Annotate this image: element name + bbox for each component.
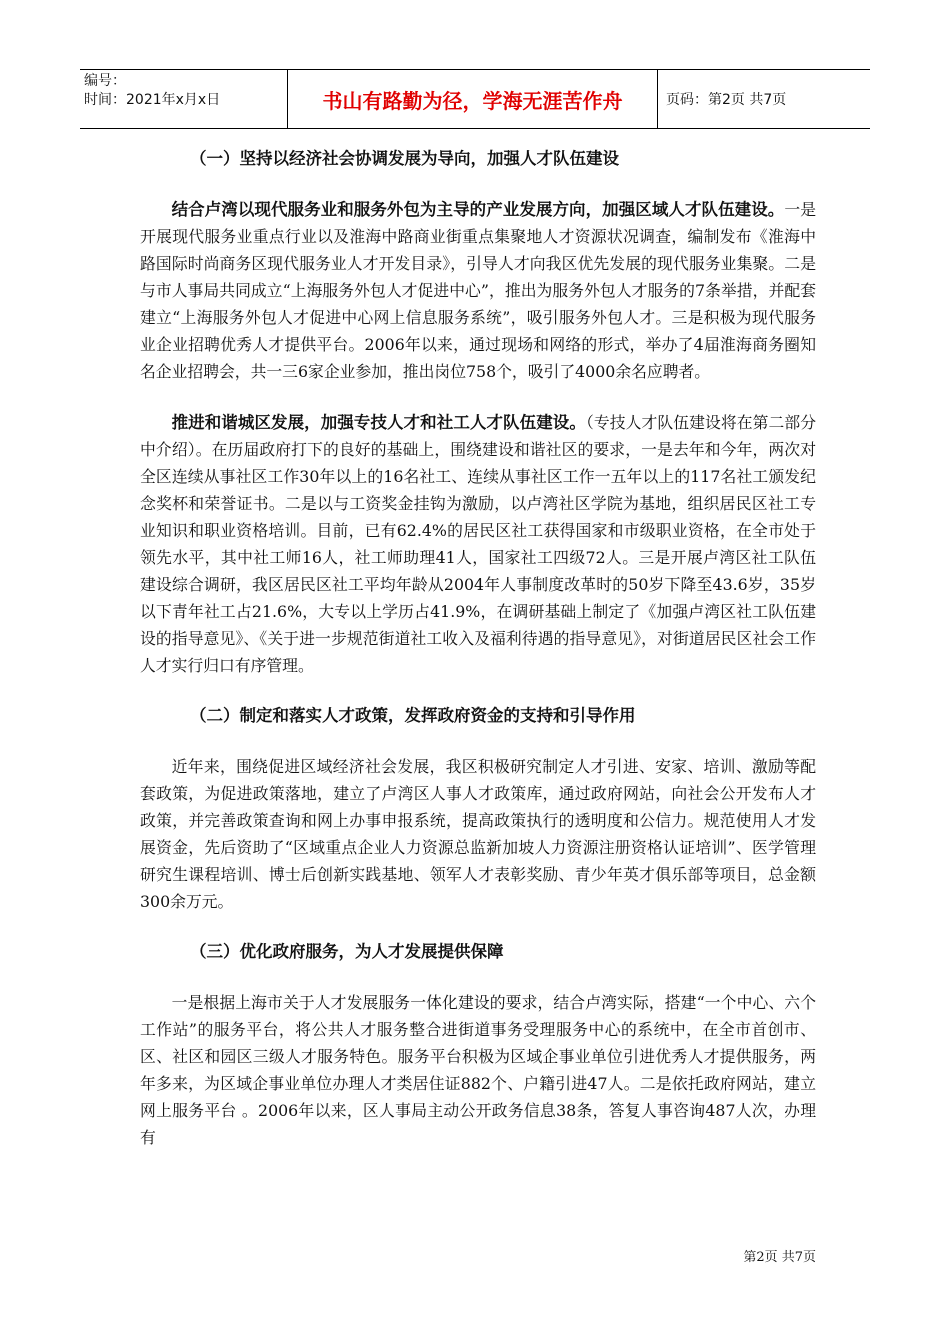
section-1-paragraph-1 (140, 196, 816, 385)
number-label: 编号： (84, 73, 126, 89)
header-page-label: 页码：第2页 共7页 (666, 92, 787, 108)
section-1-paragraph-1-lead: 结合卢湾以现代服务业和服务外包为主导的产业发展方向，加强区域人才队伍建设。 (171, 200, 785, 219)
section-1-title: （一）坚持以经济社会协调发展为导向，加强人才队伍建设 (190, 149, 619, 168)
section-1-paragraph-1-body: 一是开展现代服务业重点行业以及淮海中路商业街重点集聚地人才资源状况调查，编制发布《淮海中路国际时尚商务区现代服务业人才开发目录》，引导人才向我区优先发展的现代服务业集聚。二是与市人事局共同成立“上海服务外包人才促进中心”，推出为服务外包人才服务的7条举措，并配套建立“上海服务外包人才促进中心网上信息服务系统”，吸引服务外包人才。三是积极为现代服务业企业招聘优秀人才提供平台。2006年以来，通过现场和网络的形式，举办了4届淮海商务圈知名企业招聘会，共一三6家企业参加，推出岗位758个，吸引了4000余名应聘者。 (140, 200, 816, 381)
document-body (140, 146, 816, 1151)
section-1-paragraph-2-body: （专技人才队伍建设将在第二部分中介绍）。在历届政府打下的良好的基础上，围绕建设和谐社区的要求，一是去年和今年，两次对全区连续从事社区工作30年以上的16名社工、连续从事社区工作一五年以上的117名社工颁发纪念奖杯和荣誉证书。二是以与工资奖金挂钩为激励，以卢湾社区学院为基地，组织居民区社工专业知识和职业资格培训。目前，已有62.4%的居民区社工获得国家和市级职业资格，在全市处于领先水平，其中社工师16人，社工师助理41人，国家社工四级72人。三是开展卢湾区社工队伍建设综合调研，我区居民区社工平均年龄从2004年人事制度改革时的50岁下降至43.6岁，35岁以下青年社工占21.6%，大专以上学历占41.9%，在调研基础上制定了《加强卢湾区社工队伍建设的指导意见》、《关于进一步规范街道社工收入及福利待遇的指导意见》，对街道居民区社会工作人才实行归口有序管理。 (140, 413, 816, 675)
footer-page-number: 第2页 共7页 (743, 1250, 816, 1265)
header-meta (80, 70, 288, 128)
section-1-paragraph-2 (140, 409, 816, 679)
header-table (80, 69, 870, 129)
section-2-title: （二）制定和落实人才政策，发挥政府资金的支持和引导作用 (190, 706, 636, 725)
section-1-paragraph-2-lead: 推进和谐城区发展，加强专技人才和社工人才队伍建设。 (171, 413, 586, 432)
time-label: 时间：2021年x月x日 (84, 92, 221, 108)
section-2-paragraph-1: 近年来，围绕促进区域经济社会发展，我区积极研究制定人才引进、安家、培训、激励等配套政策，为促进政策落地，建立了卢湾区人事人才政策库，通过政府网站，向社会公开发布人才政策，并完善政策查询和网上办事申报系统，提高政策执行的透明度和公信力。规范使用人才发展资金，先后资助了“区域重点企业人力资源总监新加坡人力资源注册资格认证培训”、医学管理研究生课程培训、博士后创新实践基地、领军人才表彰奖励、青少年英才俱乐部等项目，总金额300余万元。 (140, 757, 816, 911)
section-3-paragraph-1: 一是根据上海市关于人才发展服务一体化建设的要求，结合卢湾实际，搭建“一个中心、六个工作站”的服务平台，将公共人才服务整合进街道事务受理服务中心的系统中，在全市首创市、区、社区和园区三级人才服务特色。服务平台积极为区域企事业单位引进优秀人才提供服务，两年多来，为区域企事业单位办理人才类居住证882个、户籍引进47人。二是依托政府网站，建立网上服务平台 。2006年以来，区人事局主动公开政务信息38条，答复人事咨询487人次，办理有 (140, 993, 816, 1147)
header-motto: 书山有路勤为径，学海无涯苦作舟 (288, 70, 658, 128)
section-3-title: （三）优化政府服务，为人才发展提供保障 (190, 942, 504, 961)
